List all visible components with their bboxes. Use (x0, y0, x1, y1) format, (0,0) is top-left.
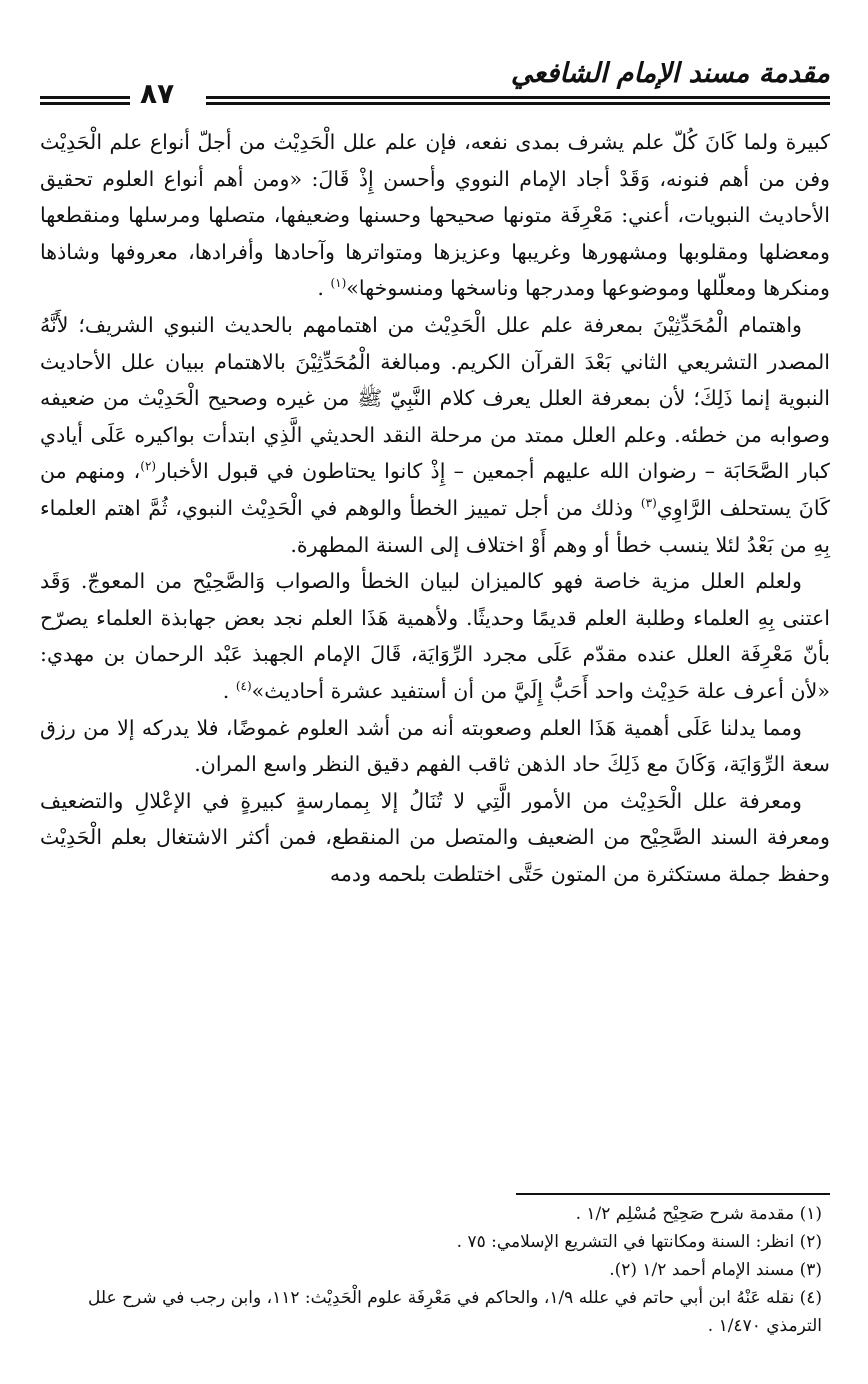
footnote: (٣) مسند الإمام أحمد ١/٢ (٢). (609, 1260, 822, 1280)
running-title: مقدمة مسند الإمام الشافعي (510, 58, 830, 89)
paragraph: كبيرة ولما كَانَ كُلّ علم يشرف بمدى نفعه، فإن علم علل الْحَدِيْث من أجلّ أنواع علم الْحَدِيْث وفن من أهم فنونه، وَقَدْ أجاد الإمام النووي وأحسن إِذْ قَالَ: «ومن أهم أنواع العلوم تحقيق الأحاديث النبويات، أعني: مَعْرِفَة متونها صحيحها وحسنها وضعيفها، متصلها ومرسلها ومنقطعها ومعضلها ومقلوبها ومشهورها وغريبها وعزيزها ومتواترها وآحادها وأفرادها، معروفها وشاذها ومنكرها ومعلّلها وموضوعها ومدرجها وناسخها ومنسوخها»$^{(١)}$ . (40, 130, 830, 301)
page-number: ٨٧ (140, 77, 175, 110)
footnotes (40, 1200, 830, 1340)
footnote: (١) مقدمة شرح صَحِيْح مُسْلِم ١/٢ . (575, 1204, 822, 1224)
footnote-ref: (١) (330, 276, 347, 291)
header-double-rule-right (206, 96, 830, 99)
paragraph: ومما يدلنا عَلَى أهمية هَذَا العلم وصعوبته أنه من أشد العلوم غموضًا، فلا يدركه إلا من رزق سعة الرِّوَايَة، وَكَانَ مع ذَلِكَ حاد الذهن ثاقب الفهم دقيق النظر واسع المران. (40, 715, 830, 777)
footnote-ref: (٢) (140, 459, 157, 474)
footnote-ref: (٣) (640, 496, 657, 511)
header-double-rule-left (40, 96, 130, 99)
footnote-separator (516, 1193, 830, 1195)
paragraph: ومعرفة علل الْحَدِيْث من الأمور الَّتِي لا تُنَالُ إلا بِممارسةٍ كبيرةٍ في الإعْلالِ والتضعيف ومعرفة السند الصَّحِيْح من الضعيف والمتصل من المنقطع، فمن أكثر الاشتغال بعلم الْحَدِيْث وحفظ جملة مستكثرة من المتون حَتَّى اختلطت بلحمه ودمه (40, 788, 830, 886)
running-header (40, 58, 830, 108)
footnote-ref: (٤) (235, 679, 252, 694)
paragraph: ولعلم العلل مزية خاصة فهو كالميزان لبيان الخطأ والصواب وَالصَّحِيْح من المعوجّ. وَقَد اعتنى بِهِ العلماء وطلبة العلم قديمًا وحديثًا. ولأهمية هَذَا العلم نجد بعض جهابذة العلماء يصرّح بأنّ مَعْرِفَة العلل عنده مقدّم عَلَى مجرد الرِّوَايَة، قَالَ الإمام الجهبذ عَبْد الرحمان بن مهدي: «لأن أعرف علة حَدِيْث واحد أَحَبُّ إِلَيَّ من أن أستفيد عشرة أحاديث»$^{(٤)}$ . (40, 569, 830, 703)
paragraph: واهتمام الْمُحَدِّثِيْنَ بمعرفة علم علل الْحَدِيْث من اهتمامهم بالحديث النبوي الشريف؛ لأَنَّهُ المصدر التشريعي الثاني بَعْدَ القرآن الكريم. ومبالغة الْمُحَدِّثِيْنَ بالاهتمام ببيان علل الأحاديث النبوية إنما ذَلِكَ؛ لأن بمعرفة العلل يعرف كلام النَّبِيّ ﷺ من غيره وصحيح الْحَدِيْث من ضعيفه وصوابه من خطئه. وعلم العلل ممتد من مرحلة النقد الحديثي الَّذِي ابتدأت بواكيره عَلَى أيادي كبار الصَّحَابَة – رضوان الله عليهم أجمعين – إِذْ كانوا يحتاطون في قبول الأخبار$^{(٢)}$، ومنهم من كَانَ يستحلف الرَّاوِي$^{(٣)}$ وذلك من أجل تمييز الخطأ والوهم في الْحَدِيْث النبوي، ثُمَّ اهتم العلماء بِهِ من بَعْدُ لئلا ينسب خطأ أو وهم أَوْ اختلاف إلى السنة المطهرة. (40, 312, 831, 557)
footnote: (٤) نقله عَنْهُ ابن أبي حاتم في علله ١/٩، والحاكم في مَعْرِفَة علوم الْحَدِيْث: ١١٢، وابن رجب في شرح علل الترمذي ١/٤٧٠ . (88, 1288, 822, 1336)
footnote: (٢) انظر: السنة ومكانتها في التشريع الإسلامي: ٧٥ . (456, 1232, 822, 1252)
body-text (40, 124, 830, 892)
